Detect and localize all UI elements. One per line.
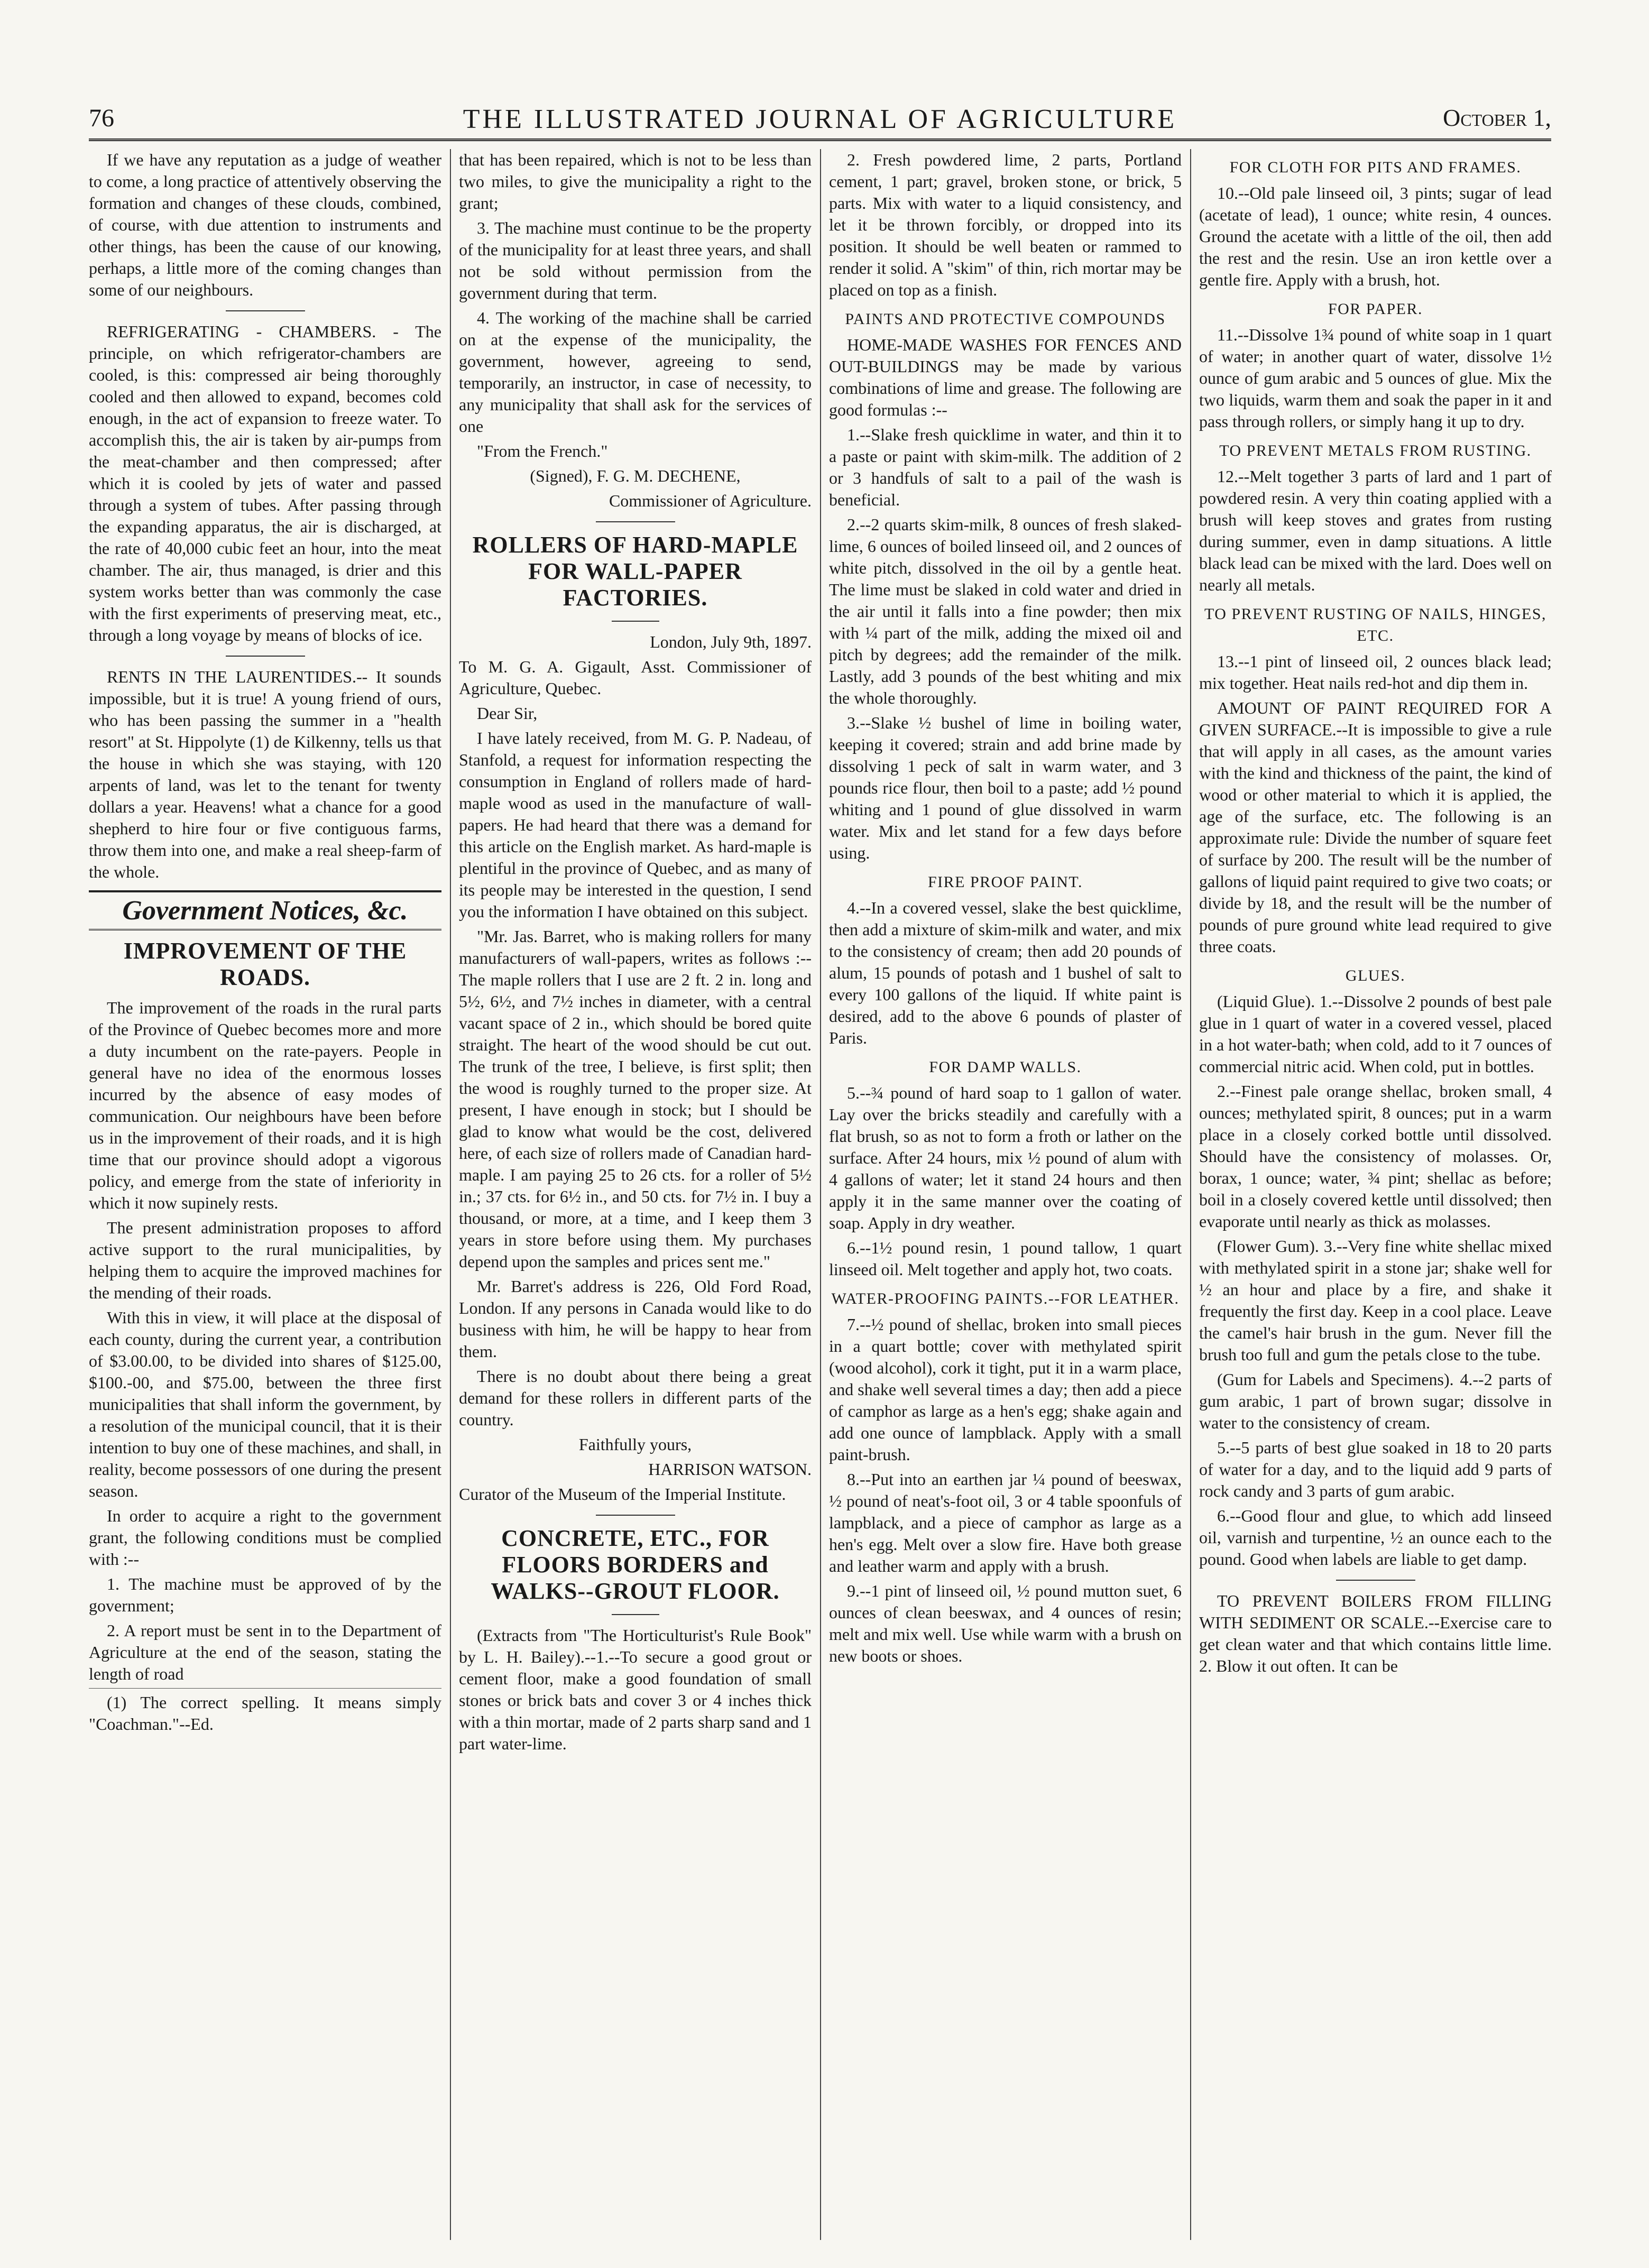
paragraph: If we have any reputation as a judge of weather to come, a long practice of attentively observing the formation and changes of these clouds, combined, of course, with due attention to instruments and other things, has been the cause of our knowing, perhaps, a little more of the coming changes than some of our neighbours. <box>89 150 441 299</box>
paragraph: With this in view, it will place at the disposal of each county, during the current year, a contribution of $3.00.00, to be divided into shares of $125.00, $100.-00, and $75.00, between the three first municipalities that shall inform the government, by a resolution of the municipal council, that it is their intention to buy one of these machines, and shall, in reality, become possessors of one during the present season. <box>89 1308 441 1500</box>
column-4 <box>1199 149 1552 2240</box>
paragraph: (Liquid Glue). 1.--Dissolve 2 pounds of best pale glue in 1 quart of water in a covered vessel, placed in a hot water-bath; when cold, add to it 7 ounces of commercial nitric acid. When cold, put in bottles. <box>1199 992 1552 1076</box>
separator <box>612 1614 659 1615</box>
paragraph: In order to acquire a right to the government grant, the following conditions must be complied with :-- <box>89 1506 441 1569</box>
salutation: Dear Sir, <box>477 704 538 723</box>
paragraph: "From the French." <box>477 441 608 460</box>
subheading: TO PREVENT METALS FROM RUSTING. <box>1219 442 1532 459</box>
section-rule <box>89 929 441 930</box>
paragraph: 3.--Slake ½ bushel of lime in boiling water, keeping it covered; strain and add brine made by dissolving 1 peck of salt in warm water, and 3 pounds rice flour, then boil to a paste; add ½ pound whiting and 1 pound of glue dissolved in warm water. Mix and let stand for a few days before using. <box>829 713 1182 862</box>
subheading: WATER-PROOFING PAINTS.--FOR LEATHER. <box>831 1290 1180 1307</box>
separator <box>226 656 305 657</box>
paragraph: 5.--5 parts of best glue soaked in 18 to 20 parts of water for a day, and to the liquid add 9 parts of rock candy and 3 parts of gum arabic. <box>1199 1438 1552 1500</box>
paragraph: 3. The machine must continue to be the property of the municipality for at least three years, and shall not be sold without permission from the government during that term. <box>459 218 812 302</box>
paragraph: 4.--In a covered vessel, slake the best quicklime, then add a mixture of skim-milk and water, and mix to the consistency of cream; then add 20 pounds of alum, 15 pounds of potash and 1 bushel of salt to every 100 gallons of the liquid. If white paint is desired, add to the above 6 pounds of plaster of Paris. <box>829 898 1182 1047</box>
separator <box>226 310 305 311</box>
paragraph: 6.--Good flour and glue, to which add linseed oil, varnish and turpentine, ½ an ounce each to the pound. Good when labels are liable to get damp. <box>1199 1506 1552 1569</box>
separator <box>1336 1580 1415 1581</box>
paragraph: Mr. Barret's address is 226, Old Ford Road, London. If any persons in Canada would like to do business with him, he will be happy to hear from them. <box>459 1277 812 1361</box>
article-title: ROLLERS OF HARD-MAPLE FOR WALL-PAPER FACTORIES. <box>472 532 798 611</box>
paragraph: 5.--¾ pound of hard soap to 1 gallon of water. Lay over the bricks steadily and carefully with a flat brush, so as not to form a froth or lather on the surface. After 24 hours, mix ½ pound of alum with 4 gallons of water; let it stand 24 hours and then apply it in the same manner over the coating of soap. Apply in dry weather. <box>829 1083 1182 1232</box>
paragraph: 1.--Slake fresh quicklime in water, and thin it to a paste or paint with skim-milk. The addition of 2 or 3 handfuls of salt to a pail of the wash is beneficial. <box>829 425 1182 509</box>
paragraph: (Flower Gum). 3.--Very fine white shellac mixed with methylated spirit in a stone jar; shake well for ½ an hour and place by a fire, and shake it frequently the first day. Keep in a cool place. Leave the camel's hair brush in the gum. Never fill the brush too full and gum the petals close to the tube. <box>1199 1237 1552 1364</box>
header-rule <box>89 139 1551 141</box>
separator <box>612 621 659 622</box>
paragraph: (Gum for Labels and Specimens). 4.--2 parts of gum arabic, 1 part of brown sugar; dissolve in water to the consistency of cream. <box>1199 1370 1552 1432</box>
paragraph: The present administration proposes to afford active support to the rural municipalities, by helping them to acquire the improved machines for the mending of their roads. <box>89 1218 441 1302</box>
article-title: IMPROVEMENT OF THE ROADS. <box>123 938 407 990</box>
paragraph: 8.--Put into an earthen jar ¼ pound of beeswax, ½ pound of neat's-foot oil, 3 or 4 table spoonfuls of lampblack, and a piece of camphor as large as a hen's egg. Melt over a slow fire. Have both grease and leather warm and apply with a brush. <box>829 1470 1182 1575</box>
paragraph: 13.--1 pint of linseed oil, 2 ounces black lead; mix together. Heat nails red-hot and dip them in. <box>1199 652 1552 693</box>
paragraph: I have lately received, from M. G. P. Nadeau, of Stanfold, a request for information respecting the consumption in England of rollers made of hard-maple wood as used in the manufacture of wall-papers. He had heard that there was a demand for this article on the English market. As hard-maple is plentiful in the province of Quebec, and as many of its people may be interested in the question, I send you the information I have obtained on this subject. <box>459 729 812 921</box>
paragraph: There is no doubt about there being a great demand for these rollers in different parts of the country. <box>459 1367 812 1429</box>
paragraph: 6.--1½ pound resin, 1 pound tallow, 1 quart linseed oil. Melt together and apply hot, two coats. <box>829 1238 1182 1279</box>
paragraph: The improvement of the roads in the rural parts of the Province of Quebec becomes more and more a duty incumbent on the rate-payers. People in general have no idea of the enormous losses incurred by the absence of easy modes of communication. Our neighbours have been before us in the improvement of their roads, and it is high time that our province should adopt a vigorous policy, and emerge from the state of inferiority in which it now supinely rests. <box>89 998 441 1212</box>
paragraph: (Extracts from "The Horticulturist's Rule Book" by L. H. Bailey).--1.--To secure a good grout or cement floor, make a good foundation of small stones or brick bats and cover 3 or 4 inches thick with a thin mortar, made of 2 parts sharp sand and 1 part water-lime. <box>459 1626 812 1753</box>
journal-title: THE ILLUSTRATED JOURNAL OF AGRICULTURE <box>463 104 1177 134</box>
paragraph: HOME-MADE WASHES FOR FENCES AND OUT-BUILDINGS may be made by various combinations of lime and grease. The following are good formulas :-- <box>829 335 1182 419</box>
paragraph: 2.--Finest pale orange shellac, broken small, 4 ounces; methylated spirit, 8 ounces; put in a warm place in a closely corked bottle until dissolved. Should have the consistency of molasses. Or, borax, 1 ounce; water, ¾ pint; shellac as before; boil in a closely covered kettle until dissolved; then evaporate until nearly as thick as molasses. <box>1199 1082 1552 1231</box>
dateline: London, July 9th, 1897. <box>650 632 812 651</box>
address: To M. G. A. Gigault, Asst. Commissioner of Agriculture, Quebec. <box>459 657 812 698</box>
subheading: FOR CLOTH FOR PITS AND FRAMES. <box>1229 159 1522 176</box>
column-2 <box>459 149 812 2240</box>
paragraph-rents: RENTS IN THE LAURENTIDES.-- It sounds impossible, but it is true! A young friend of ours, who has been passing the summer in a "health resort" at St. Hippolyte (1) de Kilkenny, tells us that the house in which she was staying, with 120 arpents of land, was let to the tenant for twenty dollars a year. Heavens! what a chance for a good shepherd to hire four or five contiguous farms, throw them into one, and make a real sheep-farm of the whole. <box>89 667 441 881</box>
issue-date: October 1, <box>1443 104 1551 131</box>
paragraph: 12.--Melt together 3 parts of lard and 1 part of powdered resin. A very thin coating applied with a brush will keep stoves and grates from rusting during summer, even in damp situations. A little black lead can be mixed with the lard. Does well on nearly all metals. <box>1199 467 1552 594</box>
column-1 <box>89 149 441 2240</box>
closing: Faithfully yours, <box>578 1435 692 1454</box>
paragraph: 10.--Old pale linseed oil, 3 pints; sugar of lead (acetate of lead), 1 ounce; white resin, 4 ounces. Ground the acetate with a little of the oil, then add the rest and the resin. Use an iron kettle over a gentle fire. Apply with a brush, hot. <box>1199 183 1552 289</box>
paragraph: AMOUNT OF PAINT REQUIRED FOR A GIVEN SURFACE.--It is impossible to give a rule that will apply in all cases, as the amount varies with the kind and thickness of the paint, the kind of wood or other material to which it is applied, the age of the surface, etc. The following is an approximate rule: Divide the number of square feet of surface by 200. The result will be the number of gallons of liquid paint required to give two coats; or divide by 18, and the result will be the number of pounds of pure ground white lead required to give three coats. <box>1199 698 1552 956</box>
paragraph: 11.--Dissolve 1¾ pound of white soap in 1 quart of water; in another quart of water, dissolve 1½ ounce of gum arabic and 5 ounces of glue. Mix the two liquids, warm them and soak the paper in it and pass through rollers, or simply hang it up to dry. <box>1199 325 1552 431</box>
section-rule <box>89 890 441 892</box>
signature: (Signed), F. G. M. DECHENE, <box>530 466 741 485</box>
paragraph: 2. A report must be sent in to the Department of Agriculture at the end of the season, stating the length of road <box>89 1621 441 1683</box>
paragraph: "Mr. Jas. Barret, who is making rollers for many manufacturers of wall-papers, writes as follows :--The maple rollers that I use are 2 ft. 2 in. long and 5½, 6½, and 7½ inches in diameter, with a central vacant space of 2 in., which should be bored quite straight. The heart of the wood should be cut out. The trunk of the tree, I believe, is first split; then the wood is roughly turned to the proper size. At present, I have enough in stock; but I should be glad to know what would be the cost, delivered here, of each size of rollers made of Canadian hard-maple. I am paying 25 to 26 cts. for a roller of 5½ in.; 37 cts. for 6½ in., and 50 cts. for 7½ in. I buy a thousand, or more, at a time, and I keep them 3 years in store before using them. My purchases depend upon the samples and prices sent me." <box>459 927 812 1271</box>
article-title: CONCRETE, ETC., FOR FLOORS BORDERS and WALKS--GROUT FLOOR. <box>491 1525 780 1604</box>
signer-title: Curator of the Museum of the Imperial Institute. <box>459 1485 786 1504</box>
subheading: GLUES. <box>1345 967 1406 984</box>
masthead <box>89 104 1551 141</box>
subheading: FIRE PROOF PAINT. <box>927 873 1083 891</box>
signer: HARRISON WATSON. <box>648 1460 812 1479</box>
column-3 <box>829 149 1182 2240</box>
column-rule <box>820 149 821 2240</box>
section-title: Government Notices, &c. <box>122 896 408 926</box>
paragraph: 2. Fresh powdered lime, 2 parts, Portland cement, 1 part; gravel, broken stone, or brick, 5 parts. Mix with water to a liquid consistency, and let it be thrown forcibly, or dropped into its position. It should be well beaten or rammed to render it solid. A "skim" of thin, rich mortar may be placed on top as a finish. <box>829 150 1182 299</box>
subheading: TO PREVENT RUSTING OF NAILS, HINGES, ETC. <box>1204 605 1547 644</box>
subheading: PAINTS AND PROTECTIVE COMPOUNDS <box>845 310 1166 328</box>
subheading: FOR DAMP WALLS. <box>929 1058 1082 1076</box>
page-number: 76 <box>89 104 114 132</box>
paragraph: TO PREVENT BOILERS FROM FILLING WITH SEDIMENT OR SCALE.--Exercise care to get clean water and that which contains little lime. 2. Blow it out often. It can be <box>1199 1591 1552 1675</box>
paragraph: 2.--2 quarts skim-milk, 8 ounces of fresh slaked-lime, 6 ounces of boiled linseed oil, and 2 ounces of white pitch, dissolved in the oil by a gentle heat. The lime must be slaked in cold water and dried in the air until it falls into a fine powder; then mix with ¼ part of the milk, adding the mixed oil and pitch by degrees; add the remainder of the milk. Lastly, add 3 pounds of the best whiting and mix the whole thoroughly. <box>829 515 1182 707</box>
separator <box>596 1515 675 1516</box>
subheading: FOR PAPER. <box>1328 300 1423 318</box>
paragraph: 7.--½ pound of shellac, broken into small pieces in a quart bottle; cover with methylated spirit (wood alcohol), cork it tight, put it in a warm place, and shake well several times a day; then add a piece of camphor as large as a hen's egg; shake again and add one ounce of lampblack. Apply with a small paint-brush. <box>829 1315 1182 1464</box>
column-rule <box>450 149 451 2240</box>
paragraph: 9.--1 pint of linseed oil, ½ pound mutton suet, 6 ounces of clean beeswax, and 4 ounces of resin; melt and mix well. Use while warm with a brush on new boots or shoes. <box>829 1581 1182 1665</box>
paragraph: that has been repaired, which is not to be less than two miles, to give the municipality a right to the grant; <box>459 150 812 213</box>
separator <box>596 521 675 522</box>
footnote: (1) The correct spelling. It means simply "Coachman."--Ed. <box>89 1688 441 1735</box>
column-rule <box>1190 149 1191 2240</box>
paragraph: 1. The machine must be approved of by the government; <box>89 1574 441 1615</box>
paragraph: 4. The working of the machine shall be carried on at the expense of the municipality, the government, however, agreeing to send, temporarily, an instructor, in case of necessity, to any municipality that shall ask for the services of one <box>459 308 812 436</box>
signature-title: Commissioner of Agriculture. <box>609 491 812 510</box>
paragraph-refrigerating: REFRIGERATING - CHAMBERS. - The principle, on which refrigerator-chambers are cooled, is this: compressed air being thoroughly cooled and then allowed to expand, becomes cold enough, in the act of expansion to freeze water. To accomplish this, the air is taken by air-pumps from the meat-chamber and then compressed; after which it is cooled by jets of water and passed through a system of tubes. After passing through the expanding apparatus, the air is discharged, at the rate of 40,000 cubic feet an hour, into the meat chamber. The air, thus managed, is drier and this system works better than was commonly the case with the first experiments of preserving meat, etc., through a long voyage by means of blocks of ice. <box>89 322 441 644</box>
